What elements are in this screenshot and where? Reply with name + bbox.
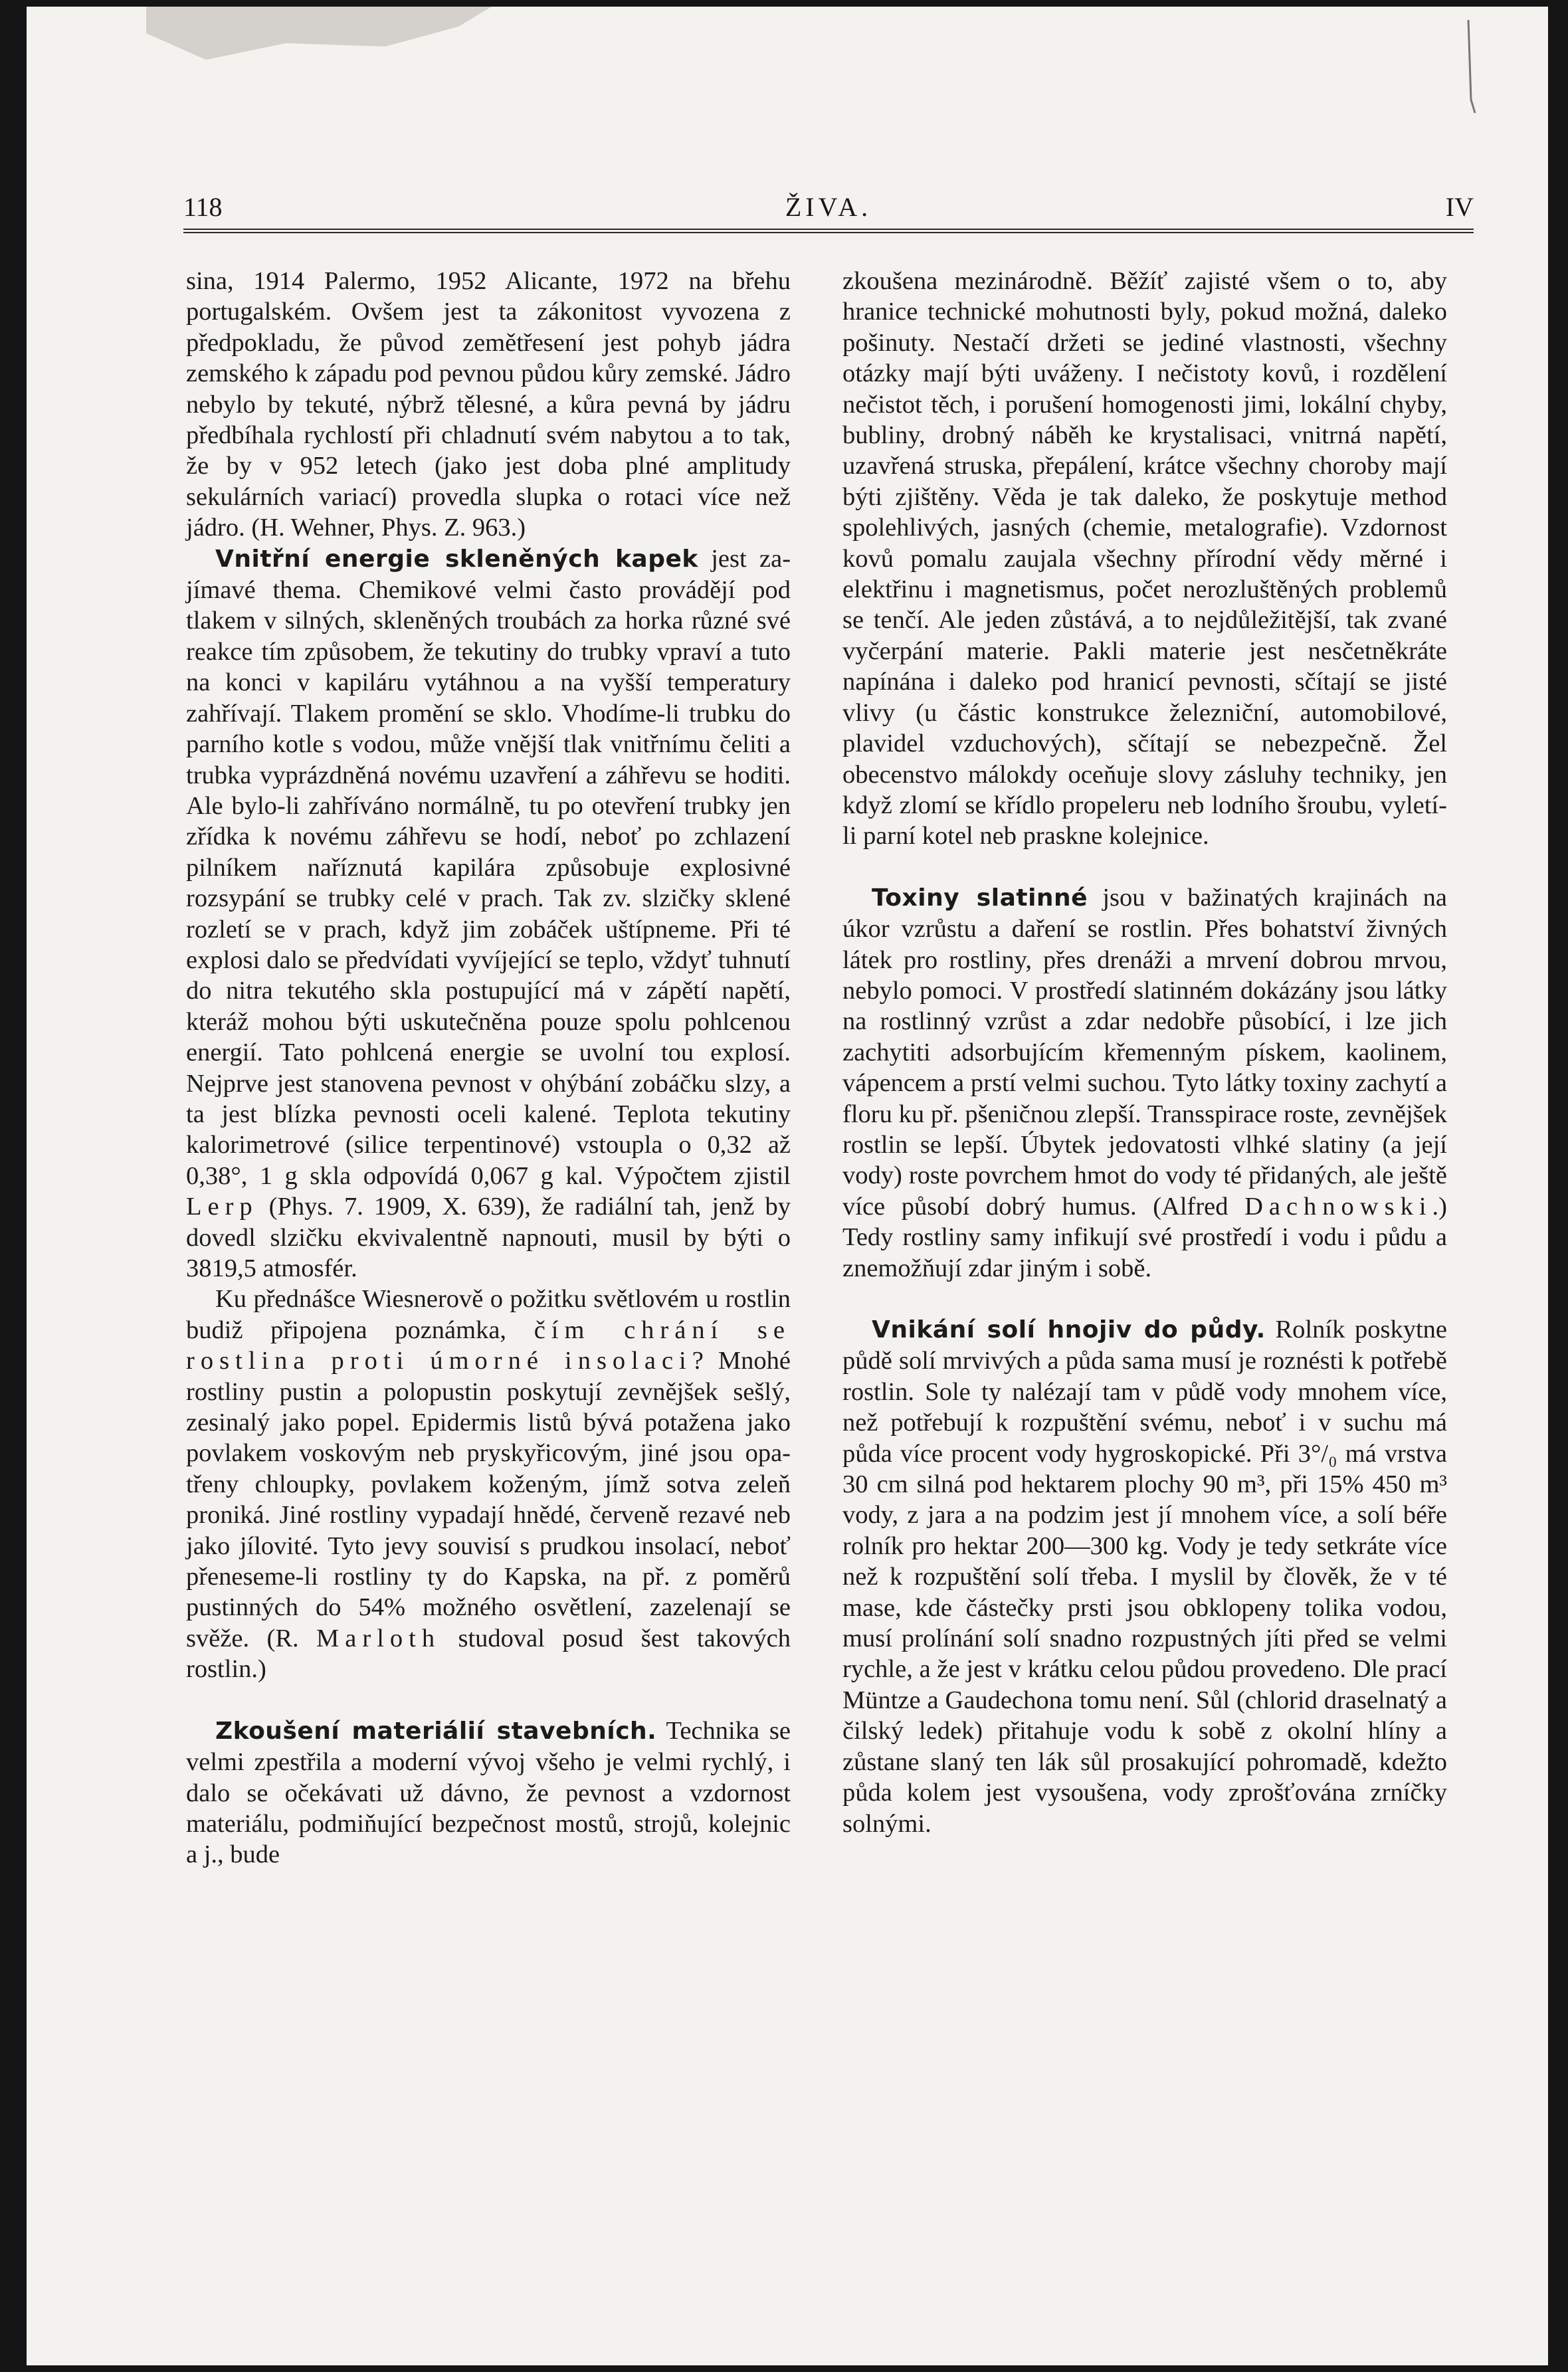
journal-title: ŽIVA. — [785, 192, 872, 222]
page-number: 118 — [183, 192, 223, 222]
right-column — [842, 266, 1447, 1839]
scan-smudge-top — [146, 7, 492, 66]
volume-number: IV — [1445, 192, 1474, 222]
left-column — [186, 266, 791, 1870]
paragraph-glass-drops: Vnitřní energie skleněných kapek jest zajímavé thema. Chemikové velmi často provádějí pod tlakem v silných, skleněných troubách za horka různé své reakce tím způsobem, že tekutiny do trubky vpraví a tuto na konci v kapiláru vytáhnou a na vyšší temperatury zahřívají. Tlakem promění se sklo. Vhodíme-li trubku do parního kotle s vodou, může vnější tlak vnitřnímu čeliti a trubka vyprázdněná novému uzavření a záhřevu se hoditi. Ale bylo-li zahříváno normálně, tu po otevření trubky jen zřídka k novému záhřevu se hodí, neboť po zchlazení pilníkem naříznutá kapilára způsobuje explosivné rozsypání se trubky celé v prach. Tak zv. slzičky sklené rozletí se v prach, když jim zobáček uštípneme. Při té explosi dalo se předvídati vyvíjející se teplo, vždyť tuhnutí do nitra tekutého skla postupující má v zápětí napětí, kteráž mohou býti uskutečněna pouze spolu pohlcenou energií. Tato pohlcená energie se uvolní tou explosí. Nejprve jest stanovena pevnost v ohýbání zobáčku slzy, a ta jest blízka pevnosti oceli kalené. Teplota tekutiny kalorimetrové (silice terpentinové) vstoupla o 0,32 až 0,38°, 1 g skla odpovídá 0,067 g kal. Výpočtem zjistil Lerp (Phys. 7. 1909, X. 639), že radiální tah, jenž by dovedl slzičku ekvivalentně napnouti, musil by býti o 3819,5 atmosfér. — [186, 544, 791, 1282]
paragraph-earthquakes: sina, 1914 Palermo, 1952 Alicante, 1972 na břehu portugalském. Ovšem jest ta zákonitost vyvozena z předpokladu, že původ zemětřesení jest pohyb jádra zemského k západu pod pevnou půdou kůry zemské. Jádro nebylo by tekuté, nýbrž tělesné, a kůra pevná by jádru předbíhala rychlostí při chladnutí svém nabytou a to tak, že by v 952 letech (jako jest doba plné amplitudy sekulárních variací) provedla slupka o rotaci více než jádro. (H. Wehner, Phys. Z. 963.) — [186, 267, 791, 542]
paragraph-materials-continued: zkoušena mezinárodně. Běžíť zajisté všem o to, aby hranice technické mohutnosti byly, pokud možná, daleko pošinuty. Nestačí držeti se jediné vlastnosti, všechny otázky mají býti uváženy. I nečistoty kovů, i rozdělení nečistot těch, i porušení homogenosti jimi, lokální chyby, bubliny, drobný náběh ke krystalisaci, vnitrná napětí, uzavřená struska, přepálení, krátce všechny choroby mají býti zjištěny. Věda je tak daleko, že poskytuje method spolehlivých, jasných (chemie, metalografie). Vzdornost kovů pomalu zaujala všechny přírodní vědy měrné i elektřinu i magnetismus, počet nerozluštěných problemů se tenčí. Ale jeden zůstává, a to nejdůležitější, tak zvané vyčerpání materie. Pakli materie jest nesčetněkráte napínána i daleko pod hranicí pevnosti, sčítají se jisté vlivy (u částic konstrukce železniční, automobilové, plavidel vzduchových), sčítají se nebezpečně. Žel obecenstvo málokdy oceňuje slovy zásluhy techniky, jen když zlomí se křídlo propeleru neb lodního šroubu, vyletí-li parní kotel neb praskne kolejnice. — [842, 267, 1447, 850]
author-name: Marloth — [316, 1624, 441, 1652]
paragraph-peat-toxins: Toxiny slatinné jsou v bažinatých krajinách na úkor vzrůstu a daření se rostlin. Přes bohatství živných látek pro rostliny, přes drenáži a mrvení dobrou mrvou, nebylo pomoci. V prostředí slatinném dokázány jsou látky na rostlinný vzrůst a zdar nedobře působící, i lze jich zachytiti adsorbujícím křemenným pískem, kaolinem, vápencem a prstí velmi suchou. Tyto látky toxiny zachytí a floru ku př. pšeničnou zlepší. Transspirace roste, zevnějšek rostlin se lepší. Úbytek jedovatosti vlhké slatiny (a její vody) roste povrchem hmot do vody té přidaných, ale ještě více působí dobrý humus. (Alfred Dachnowski.) Tedy rostliny samy infikují své prostředí i vodu i půdu a znemožňují zdar jiným i sobě. — [842, 883, 1447, 1282]
header-double-rule — [183, 229, 1474, 233]
section-heading-materials: Zkoušení materiálií stavebních. — [215, 1717, 657, 1745]
paragraph-materials-testing: Zkoušení materiálií stavebních. Technika se velmi zpestřila a moderní vývoj všeho je velmi rychlý, i dalo se očekávati už dávno, že pevnost a vzdornost materiálu, podmiňující bezpečnost mostů, strojů, kolejnic a j., bude — [186, 1716, 791, 1869]
paragraph-insolation: Ku přednášce Wiesnerově o požitku světlovém u rostlin budiž připojena poznámka, čím chrání se rostlina proti úmorné insolaci? Mnohé rostliny pustin a polopustin poskytují zevnějšek sešlý, zesinalý jako popel. Epidermis listů bývá potažena jako povlakem voskovým neb pryskyřicovým, jiné jsou opatřeny chloupky, povlakem koženým, jímž sotva zeleň proniká. Jiné rostliny vypadají hnědé, červeně rezavé neb jako jílovité. Tyto jevy souvisí s prudkou insolací, neboť přeneseme-li rostliny ty do Kapska, na př. z poměrů pustinných do 54% možného osvětlení, zazelenají se svěže. (R. Marloth studoval posud šest takových rostlin.) — [186, 1285, 791, 1684]
author-name: Dachnowski — [1244, 1192, 1432, 1221]
section-heading-fertilizer-salts: Vnikání solí hnojiv do půdy. — [872, 1316, 1266, 1343]
scan-mark-top-right — [1448, 20, 1488, 113]
paragraph-fertilizer-salts: Vnikání solí hnojiv do půdy. Rolník poskytne půdě solí mrvivých a půda sama musí je roznésti k potřebě rostlin. Sole ty nalézají tam v půdě vody mnohem více, než potřebují k rozpuštění svému, neboť i v suchu má půda více procent vody hygroskopické. Při 3°/₀ má vrstva 30 cm silná pod hektarem plochy 90 m³, při 15% 450 m³ vody, z jara a na podzim jest jí mnohem více, a solí béře rolník pro hektar 200—300 kg. Vody je tedy setkráte více než k rozpuštění solí třeba. I myslil by člověk, že v té mase, kde částečky prsti jsou obklopeny tolika vodou, musí prolínání solí snadno rozpustných jíti před se velmi rychle, a že jest v krátku celou půdou provedeno. Dle prací Müntze a Gaudechona tomu není. Sůl (chlorid draselnatý a čilský ledek) přitahuje vodu k sobě z okolní hlíny a zůstane slaný ten lák sůl prosakující pohromadě, kdežto půda kolem jest vysoušena, vody zprošťována zrníčky solnými. — [842, 1316, 1448, 1838]
spaced-emphasis: čím chrání se rostlina proti úmorné insolaci — [186, 1316, 791, 1375]
section-heading-peat-toxins: Toxiny slatinné — [872, 884, 1088, 912]
scanned-page — [27, 7, 1548, 2365]
author-name: Lerp — [186, 1193, 258, 1221]
section-heading-glass-drops: Vnitřní energie skleněných kapek — [215, 545, 698, 573]
